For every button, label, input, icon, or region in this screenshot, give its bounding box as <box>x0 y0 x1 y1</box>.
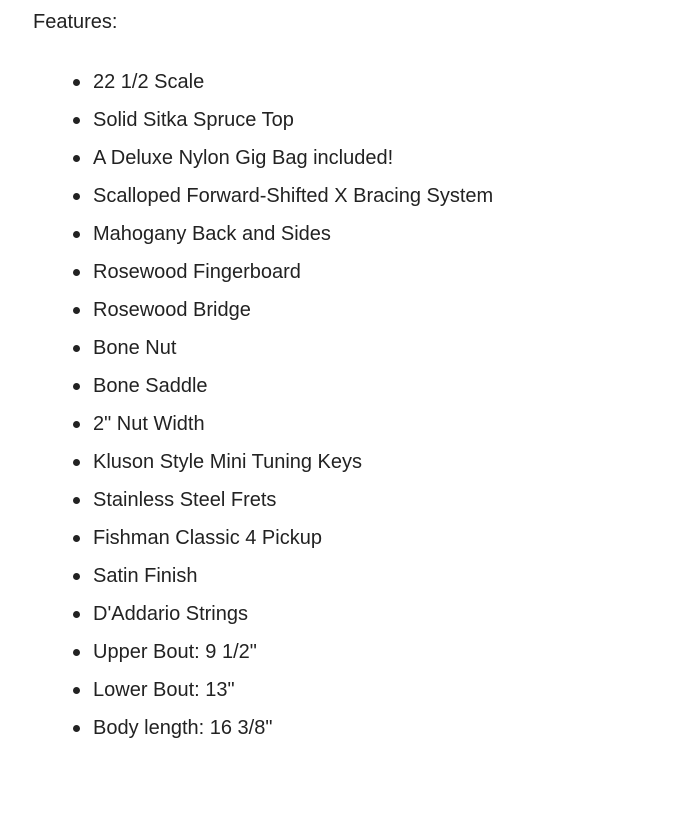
feature-item <box>0 443 493 481</box>
bullet-icon <box>73 687 80 694</box>
bullet-icon <box>73 649 80 656</box>
feature-item <box>0 709 493 747</box>
feature-item <box>0 253 493 291</box>
feature-item <box>0 671 493 709</box>
feature-text: Rosewood Bridge <box>93 298 251 321</box>
features-heading: Features: <box>33 11 118 33</box>
bullet-icon <box>73 193 80 200</box>
feature-item <box>0 633 493 671</box>
bullet-icon <box>73 155 80 162</box>
bullet-icon <box>73 573 80 580</box>
bullet-icon <box>73 79 80 86</box>
bullet-icon <box>73 725 80 732</box>
feature-text: Body length: 16 3/8" <box>93 716 273 739</box>
feature-text: Mahogany Back and Sides <box>93 222 331 245</box>
feature-text: Bone Nut <box>93 336 177 359</box>
bullet-icon <box>73 231 80 238</box>
feature-item <box>0 139 493 177</box>
feature-item <box>0 405 493 443</box>
bullet-icon <box>73 459 80 466</box>
feature-text: Solid Sitka Spruce Top <box>93 108 294 131</box>
bullet-icon <box>73 421 80 428</box>
bullet-icon <box>73 269 80 276</box>
bullet-icon <box>73 497 80 504</box>
feature-text: Upper Bout: 9 1/2" <box>93 640 257 663</box>
feature-text: A Deluxe Nylon Gig Bag included! <box>93 146 394 169</box>
feature-text: Lower Bout: 13" <box>93 678 235 701</box>
feature-text: Fishman Classic 4 Pickup <box>93 526 322 549</box>
feature-item <box>0 481 493 519</box>
feature-item <box>0 367 493 405</box>
feature-item <box>0 557 493 595</box>
feature-item <box>0 177 493 215</box>
feature-text: D'Addario Strings <box>93 602 248 625</box>
features-list <box>0 63 493 747</box>
feature-item <box>0 215 493 253</box>
feature-item <box>0 101 493 139</box>
bullet-icon <box>73 345 80 352</box>
feature-item <box>0 595 493 633</box>
bullet-icon <box>73 383 80 390</box>
feature-item <box>0 291 493 329</box>
feature-item <box>0 519 493 557</box>
feature-text: 22 1/2 Scale <box>93 70 205 93</box>
feature-text: Stainless Steel Frets <box>93 488 277 511</box>
feature-text: 2" Nut Width <box>93 412 205 435</box>
feature-text: Kluson Style Mini Tuning Keys <box>93 450 363 473</box>
feature-item <box>0 63 493 101</box>
bullet-icon <box>73 535 80 542</box>
bullet-icon <box>73 307 80 314</box>
bullet-icon <box>73 117 80 124</box>
feature-text: Rosewood Fingerboard <box>93 260 301 283</box>
feature-item <box>0 329 493 367</box>
feature-text: Bone Saddle <box>93 374 208 397</box>
feature-text: Scalloped Forward-Shifted X Bracing System <box>93 184 494 207</box>
feature-text: Satin Finish <box>93 564 198 587</box>
bullet-icon <box>73 611 80 618</box>
